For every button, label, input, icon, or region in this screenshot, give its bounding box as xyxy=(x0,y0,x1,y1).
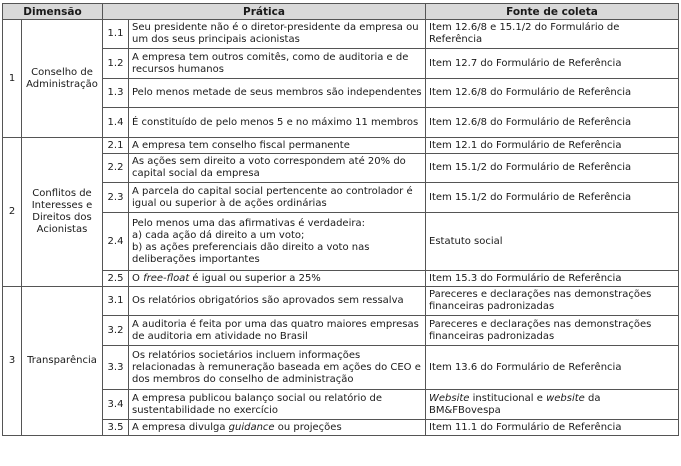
practice-option-b: b) as ações preferenciais dão direito a voto nas deliberações importantes xyxy=(132,241,370,265)
practice-text-pre: A empresa divulga xyxy=(132,421,229,433)
dimension-name: Transparência xyxy=(22,287,103,436)
practice-code: 2.1 xyxy=(103,138,129,154)
dimension-number: 2 xyxy=(3,138,22,287)
practice-code: 2.4 xyxy=(103,213,129,271)
source-text: Item 12.1 do Formulário de Referência xyxy=(426,138,679,154)
practice-text: Os relatórios obrigatórios são aprovados sem ressalva xyxy=(129,287,426,316)
header-source: Fonte de coleta xyxy=(426,4,679,20)
practice-text xyxy=(129,271,426,287)
practice-intro: Pelo menos uma das afirmativas é verdadeira: xyxy=(132,217,365,229)
table-row xyxy=(3,49,679,79)
source-text: Item 11.1 do Formulário de Referência xyxy=(426,420,679,436)
practice-code: 2.3 xyxy=(103,183,129,213)
table-row xyxy=(3,79,679,108)
practice-code: 1.2 xyxy=(103,49,129,79)
practice-text: A parcela do capital social pertencente ao controlador é igual ou superior à de ações ordinárias xyxy=(129,183,426,213)
practice-code: 2.2 xyxy=(103,154,129,183)
table-row xyxy=(3,154,679,183)
practice-text: A empresa publicou balanço social ou relatório de sustentabilidade no exercício xyxy=(129,390,426,420)
source-text: Item 12.6/8 do Formulário de Referência xyxy=(426,79,679,108)
practice-text xyxy=(129,213,426,271)
practice-text-emphasis: free-float xyxy=(143,272,190,284)
practice-text: Os relatórios societários incluem informações relacionadas à remuneração baseada em ações do CEO e dos membros do conselho de administração xyxy=(129,346,426,390)
practice-code: 1.1 xyxy=(103,20,129,49)
practice-text: Seu presidente não é o diretor-presidente da empresa ou um dos seus principais acionistas xyxy=(129,20,426,49)
source-text: Pareceres e declarações nas demonstrações financeiras padronizadas xyxy=(426,287,679,316)
header-practice: Prática xyxy=(103,4,426,20)
practice-text: As ações sem direito a voto correspondem até 20% do capital social da empresa xyxy=(129,154,426,183)
table-row xyxy=(3,213,679,271)
table-row xyxy=(3,316,679,346)
governance-table-container xyxy=(2,3,679,436)
practice-text: Pelo menos metade de seus membros são independentes xyxy=(129,79,426,108)
source-text-post: da BM&FBovespa xyxy=(429,392,601,416)
practice-option-a: a) cada ação dá direito a um voto; xyxy=(132,229,305,241)
practice-text xyxy=(129,420,426,436)
practice-text: A empresa tem conselho fiscal permanente xyxy=(129,138,426,154)
source-text: Item 12.6/8 do Formulário de Referência xyxy=(426,108,679,138)
practice-code: 1.4 xyxy=(103,108,129,138)
table-row xyxy=(3,183,679,213)
dimension-name: Conflitos de Interesses e Direitos dos Acionistas xyxy=(22,138,103,287)
practice-text-post: ou projeções xyxy=(274,421,342,433)
table-row xyxy=(3,271,679,287)
source-text: Item 15.3 do Formulário de Referência xyxy=(426,271,679,287)
header-dimension: Dimensão xyxy=(3,4,103,20)
practice-code: 1.3 xyxy=(103,79,129,108)
governance-practices-table xyxy=(2,3,679,436)
source-text: Item 12.7 do Formulário de Referência xyxy=(426,49,679,79)
table-row xyxy=(3,287,679,316)
practice-text: A empresa tem outros comitês, como de auditoria e de recursos humanos xyxy=(129,49,426,79)
header-row xyxy=(3,4,679,20)
practice-code: 3.4 xyxy=(103,390,129,420)
practice-text-post: é igual ou superior a 25% xyxy=(189,272,321,284)
source-text: Estatuto social xyxy=(426,213,679,271)
table-row xyxy=(3,138,679,154)
practice-text-pre: O xyxy=(132,272,144,284)
source-emphasis-website-2: website xyxy=(546,392,585,404)
source-text: Item 15.1/2 do Formulário de Referência xyxy=(426,154,679,183)
dimension-number: 3 xyxy=(3,287,22,436)
table-row xyxy=(3,20,679,49)
source-text: Item 12.6/8 e 15.1/2 do Formulário de Referência xyxy=(426,20,679,49)
practice-code: 3.3 xyxy=(103,346,129,390)
practice-code: 2.5 xyxy=(103,271,129,287)
table-row xyxy=(3,390,679,420)
practice-code: 3.2 xyxy=(103,316,129,346)
practice-text-emphasis: guidance xyxy=(228,421,275,433)
source-text-mid: institucional e xyxy=(469,392,547,404)
table-row xyxy=(3,346,679,390)
source-emphasis-website: Website xyxy=(429,392,470,404)
practice-code: 3.5 xyxy=(103,420,129,436)
table-row xyxy=(3,420,679,436)
dimension-name: Conselho de Administração xyxy=(22,20,103,138)
practice-text: A auditoria é feita por uma das quatro maiores empresas de auditoria em atividade no Brasil xyxy=(129,316,426,346)
source-text xyxy=(426,390,679,420)
table-row xyxy=(3,108,679,138)
source-text: Item 13.6 do Formulário de Referência xyxy=(426,346,679,390)
practice-code: 3.1 xyxy=(103,287,129,316)
source-text: Pareceres e declarações nas demonstrações financeiras padronizadas xyxy=(426,316,679,346)
source-text: Item 15.1/2 do Formulário de Referência xyxy=(426,183,679,213)
dimension-number: 1 xyxy=(3,20,22,138)
practice-text: É constituído de pelo menos 5 e no máximo 11 membros xyxy=(129,108,426,138)
